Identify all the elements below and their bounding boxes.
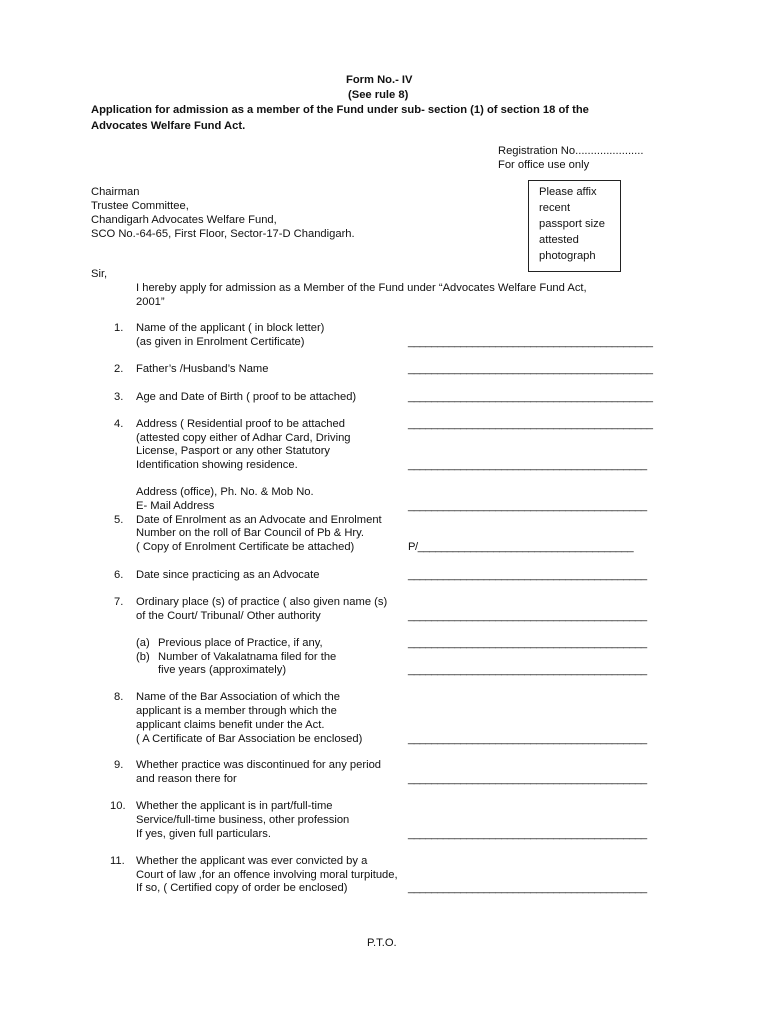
photo-box-line: recent [539,202,571,214]
form-number: Form No.- IV [346,74,413,86]
item-label: Whether the applicant was ever convicted by a [136,855,368,867]
item-label: of the Court/ Tribunal/ Other authority [136,610,321,622]
residential-address-field-2[interactable]: _________________________________________ [408,459,647,471]
item-label: Name of the Bar Association of which the [136,691,340,703]
addressee-line: Trustee Committee, [91,200,189,212]
item-label: If so, ( Certified copy of order be enclosed) [136,882,348,894]
addressee-line: SCO No.-64-65, First Floor, Sector-17-D Chandigarh. [91,228,355,240]
item-label: Ordinary place (s) of practice ( also given name (s) [136,596,388,608]
item-label: Date of Enrolment as an Advocate and Enrolment [136,514,382,526]
photo-box-line: photograph [539,250,596,262]
item-label: Identification showing residence. [136,459,298,471]
item-label: ( Copy of Enrolment Certificate be attached) [136,541,355,553]
residential-address-field[interactable]: __________________________________________ [408,418,653,430]
bar-association-field[interactable]: _________________________________________ [408,733,647,745]
item-label: Address ( Residential proof to be attached [136,418,345,430]
service-business-field[interactable]: _________________________________________ [408,828,647,840]
item-label: (as given in Enrolment Certificate) [136,336,305,348]
addressee-line: Chandigarh Advocates Welfare Fund, [91,214,277,226]
item-label: Whether the applicant is in part/full-time [136,800,333,812]
item-number: 11. [110,855,125,867]
previous-practice-field[interactable]: _________________________________________ [408,637,647,649]
item-label: applicant claims benefit under the Act. [136,719,325,731]
conviction-field[interactable]: _________________________________________ [408,882,647,894]
photo-box-line: attested [539,234,579,246]
photo-box-line: Please affix [539,186,597,198]
item-label: If yes, given full particulars. [136,828,271,840]
item-number: 1. [114,322,124,334]
page-turn-note: P.T.O. [367,937,397,949]
item-label: Address (office), Ph. No. & Mob No. [136,486,314,498]
office-use-note: For office use only [498,159,590,171]
item-number: 5. [114,514,124,526]
sub-item-text: five years (approximately) [158,664,287,676]
office-address-field[interactable]: _________________________________________ [408,500,647,512]
place-of-practice-field[interactable]: _________________________________________ [408,610,647,622]
item-number: 3. [114,391,124,403]
item-label: ( A Certificate of Bar Association be enclosed) [136,733,363,745]
rule-reference: (See rule 8) [348,89,409,101]
item-label: applicant is a member through which the [136,705,337,717]
item-number: 10. [110,800,126,812]
intro-line: I hereby apply for admission as a Member of the Fund under “Advocates Welfare Fund Act, [136,282,587,294]
age-dob-field[interactable]: __________________________________________ [408,391,653,403]
form-title-line2: Advocates Welfare Fund Act. [91,120,246,132]
intro-line: 2001” [136,296,165,308]
sub-item-label: (a) [136,637,150,649]
enrolment-number-field[interactable]: P/_____________________________________ [408,541,634,553]
item-number: 4. [114,418,124,430]
item-label: and reason there for [136,773,237,785]
applicant-name-field[interactable]: __________________________________________ [408,336,653,348]
item-number: 6. [114,569,124,581]
sub-item-text: Number of Vakalatnama filed for the [158,651,337,663]
salutation: Sir, [91,268,108,280]
photo-box-line: passport size [539,218,605,230]
item-label: Court of law ,for an offence involving moral turpitude, [136,869,398,881]
form-title: Application for admission as a member of the Fund under sub- section (1) of section 18 of the [91,104,589,116]
discontinued-practice-field[interactable]: _________________________________________ [408,773,647,785]
item-number: 8. [114,691,124,703]
vakalatnama-count-field[interactable]: _________________________________________ [408,664,647,676]
item-number: 7. [114,596,124,608]
item-label: E- Mail Address [136,500,215,512]
item-label: Name of the applicant ( in block letter) [136,322,325,334]
item-label: Service/full-time business, other profession [136,814,350,826]
item-label: License, Pasport or any other Statutory [136,445,331,457]
sub-item-text: Previous place of Practice, if any, [158,637,323,649]
practice-since-field[interactable]: _________________________________________ [408,569,647,581]
item-label: Whether practice was discontinued for any period [136,759,382,771]
father-husband-name-field[interactable]: __________________________________________ [408,363,653,375]
photo-box [528,180,621,272]
item-number: 9. [114,759,124,771]
registration-number: Registration No...................... [498,145,644,157]
item-label: Age and Date of Birth ( proof to be attached) [136,391,357,403]
sub-item-label: (b) [136,651,150,663]
item-number: 2. [114,363,124,375]
item-label: Father’s /Husband’s Name [136,363,269,375]
item-label: Number on the roll of Bar Council of Pb & Hry. [136,527,364,539]
item-label: (attested copy either of Adhar Card, Driving [136,432,351,444]
item-label: Date since practicing as an Advocate [136,569,320,581]
addressee-line: Chairman [91,186,140,198]
